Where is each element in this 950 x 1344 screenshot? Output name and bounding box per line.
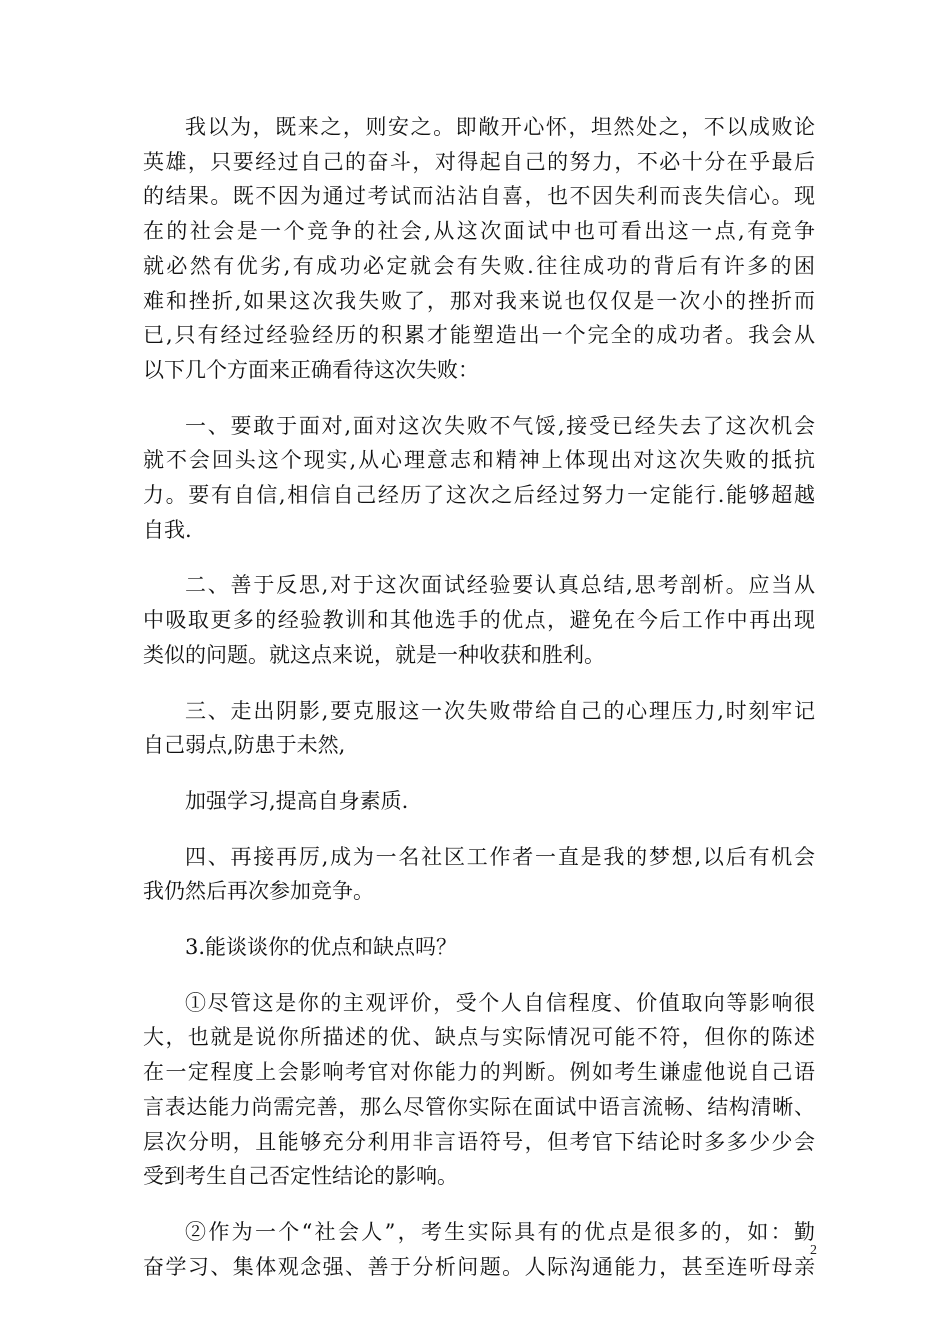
text-line: 英雄，只要经过自己的奋斗，对得起自己的努力，不必十分在乎最后	[143, 149, 815, 174]
text-line: 3.能谈谈你的优点和缺点吗？	[185, 935, 458, 960]
document-body	[143, 110, 815, 1305]
paragraph-3	[143, 568, 815, 672]
text-line: 我以为，既来之，则安之。即敞开心怀，坦然处之，不以成败论	[185, 115, 815, 139]
text-line: 大，也就是说你所描述的优、缺点与实际情况可能不符，但你的陈述	[143, 1025, 815, 1050]
text-line: 以下几个方面来正确看待这次失败：	[143, 357, 479, 382]
text-line: 我仍然后再次参加竞争。	[143, 879, 374, 904]
paragraph-4	[143, 694, 815, 763]
text-line: 奋学习、集体观念强、善于分析问题。人际沟通能力，甚至连听母亲	[143, 1254, 815, 1279]
text-line: 类似的问题。就这点来说，就是一种收获和胜利。	[143, 642, 605, 667]
text-line: 中吸取更多的经验教训和其他选手的优点，避免在今后工作中再出现	[143, 608, 815, 633]
text-line: 就必然有优劣,有成功必定就会有失败.往往成功的背后有许多的困	[143, 253, 815, 278]
text-line: 加强学习,提高自身素质.	[185, 788, 409, 813]
page-number: 2	[810, 1243, 817, 1258]
text-line: 受到考生自己否定性结论的影响。	[143, 1164, 458, 1189]
text-line: 三、走出阴影,要克服这一次失败带给自己的心理压力,时刻牢记	[185, 698, 815, 723]
paragraph-8	[143, 986, 815, 1194]
text-line: 言表达能力尚需完善，那么尽管你实际在面试中语言流畅、结构清晰、	[143, 1094, 815, 1119]
text-line: ①尽管这是你的主观评价，受个人自信程度、价值取向等影响很	[185, 990, 815, 1015]
paragraph-1	[143, 110, 815, 388]
paragraph-2	[143, 409, 815, 548]
question-heading	[143, 930, 815, 965]
paragraph-5	[143, 784, 815, 819]
text-line: 一、要敢于面对,面对这次失败不气馁,接受已经失去了这次机会	[185, 413, 815, 438]
text-line: 难和挫折,如果这次我失败了，那对我来说也仅仅是一次小的挫折而	[143, 288, 815, 313]
text-line: 已,只有经过经验经历的积累才能塑造出一个完全的成功者。我会从	[143, 323, 815, 348]
text-line: 层次分明，且能够充分利用非言语符号，但考官下结论时多多少少会	[143, 1129, 815, 1154]
text-line: 在的社会是一个竞争的社会,从这次面试中也可看出这一点,有竞争	[143, 219, 815, 244]
text-line: 四、再接再厉,成为一名社区工作者一直是我的梦想,以后有机会	[185, 844, 815, 869]
text-line: ②作为一个“社会人”，考生实际具有的优点是很多的，如：勤	[185, 1219, 815, 1244]
text-line: 自己弱点,防患于未然,	[143, 733, 346, 758]
text-line: 力。要有自信,相信自己经历了这次之后经过努力一定能行.能够超越	[143, 483, 815, 508]
text-line: 在一定程度上会影响考官对你能力的判断。例如考生谦虚他说自己语	[143, 1060, 815, 1085]
text-line: 自我.	[143, 517, 192, 542]
paragraph-9	[143, 1215, 815, 1284]
text-line: 就不会回头这个现实,从心理意志和精神上体现出对这次失败的抵抗	[143, 448, 815, 473]
text-line: 二、善于反思,对于这次面试经验要认真总结,思考剖析。应当从	[185, 573, 815, 598]
text-line: 的结果。既不因为通过考试而沾沾自喜，也不因失利而丧失信心。现	[143, 184, 815, 209]
paragraph-6	[143, 840, 815, 909]
